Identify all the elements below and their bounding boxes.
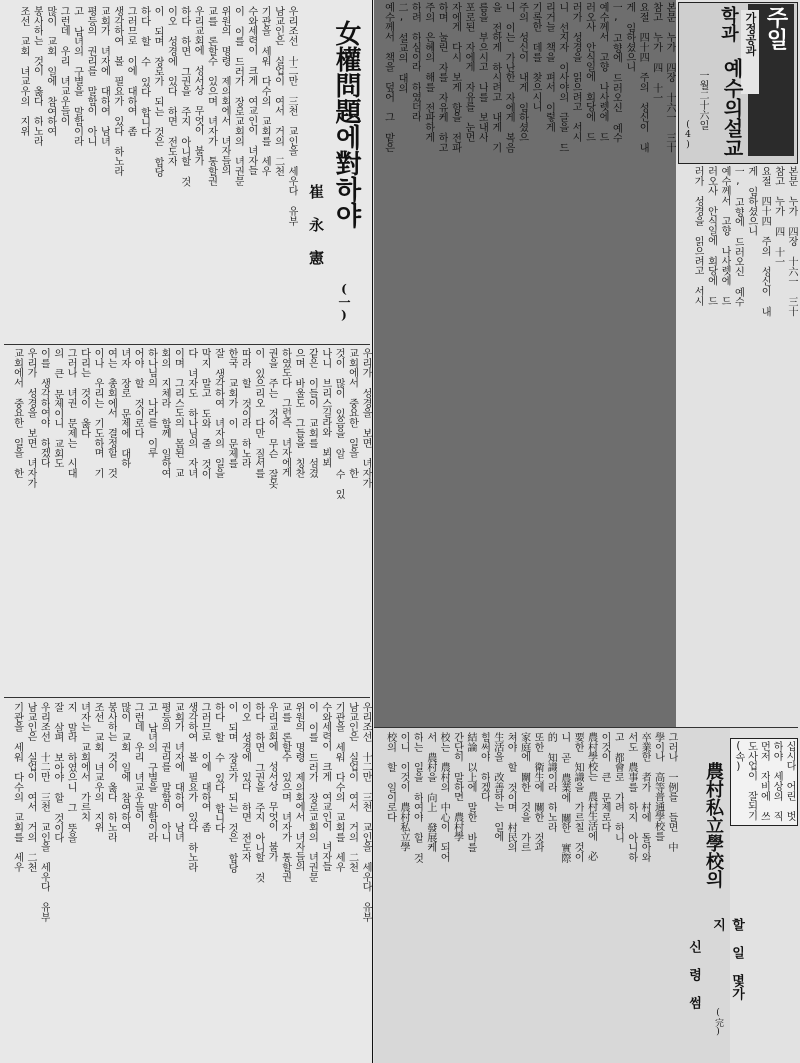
rural-school-column: 的 知識이라 하노라 [545,732,557,832]
lesson-body-column: 예수께서 책을 덮어 그 맡은 [382,2,394,153]
rural-school-column: 힘써야 하겠다 [478,732,490,802]
rural-school-column: 니 곧 農業에 關한 實際 [558,732,570,863]
lesson-body-column: 요절 四十四 주의 성신이 내 [637,2,649,153]
womens-rights-lower-column: 위원의 명령 제의회에서 녀자들의 [293,702,304,872]
lesson-body-column: 게 임하셨으니 [623,2,635,72]
lesson-body-column: 참고 누가 四 十一 [650,2,662,103]
womens-rights-middle-column: 따라 할 것이라 하노라 [239,348,251,469]
lesson-body-right-column: 예수께서 고향 나사렛에 드 [719,166,730,306]
womens-rights-middle-column: 녀자 장로 문제에 대하 [118,348,130,469]
womens-rights-headline: 女權問題에對하야 [331,20,361,228]
womens-rights-middle-column: 같은 이들이 교회를 섬겼 [306,348,318,478]
womens-rights-middle-column: 하였도다 그런즉 녀자에게 [279,348,291,478]
lesson-body-column: 하려 하심이라 하였더라 [409,2,421,122]
womens-rights-upper-column: 수와세력이 크게 여교인이 녀자들 [245,6,257,176]
womens-rights-upper-column: 그러므로 이에 대하여 좀 [125,6,137,136]
womens-rights-byline: 崔 永 憲 [307,184,325,265]
lesson-body-right-column: 본문 누가 四장 十六一 三十 [786,166,797,317]
womens-rights-middle-column: 으며 바울도 그들을 칭찬 [293,348,304,478]
womens-rights-lower-column: 이오 성경에 있다 하면 전도자 [239,702,251,863]
womens-rights-middle-column: 그러나 녀권 문제는 시대 [65,348,77,478]
rural-school-column: 家庭에 關한 것을 가르 [518,732,530,853]
rural-school-column: 結論 以上에 말한 바를 [465,732,476,853]
womens-rights-upper-column: 남교인은 실업이 여서 거의 二천 [272,6,284,176]
womens-rights-upper-column: 하다 하면 그권을 주지 아니할 것 [178,6,190,187]
womens-rights-upper-column: 조선 교회 녀교우의 지위 [18,6,29,136]
prayer-note-column: 먼저 자비에 쓰 [758,741,770,822]
womens-rights-upper-column: 우리교회에 성서상 무엇이 불가 [192,6,204,166]
lesson-body-column: 자에게 다시 보게 함을 전파 [449,2,461,153]
rural-school-column: 校의 할 일이로다 [384,732,396,822]
rural-school-column: 간단히 말하면 農村學 [451,732,463,842]
womens-rights-middle-column: 막지 말고 도와 줄 것이 [199,348,211,479]
womens-rights-lower-column: 남교인은 실업이 여서 거의 二천 [346,702,358,872]
womens-rights-upper-column: 이 이를 드러가 장로교회의 녀권문 [232,6,244,186]
rural-school-column: 이니 이것이 農村私立學 [398,732,409,852]
womens-rights-lower-column: 이 되며 장로가 되는 것은 합당 [226,702,237,873]
rural-school-columns [374,732,678,1063]
lesson-body-column: 을 전하게 하시려고 내게 기 [489,2,501,153]
womens-rights-lower-column: 하다 하면 그권을 주지 아니할 것 [252,702,264,883]
womens-rights-lower-column: 고 남녀의 구별을 말함이라 [145,702,157,842]
womens-rights-middle-column: 나니 브리스길라와 뵈뵈 [319,348,331,468]
lesson-body-right-column: 게 임하셨으니 [745,166,757,236]
womens-rights-lower-column: 기관을 세워 다수의 교회를 세우 [333,702,345,872]
womens-rights-middle-column: 여는 총회에서 결정할 것 [105,348,117,478]
rural-school-column: 고 都會로 가려 하니 [612,732,624,843]
womens-rights-middle-column: 교회에서 중요한 일을 한 [346,348,358,478]
rural-school-column: 쳐야 할 것이며 村民의 [505,732,517,853]
womens-rights-middle-column: 의 큰 문제이니 교회도 [51,348,63,469]
rural-school-column: 그러나 一例를 들면 中 [666,732,677,853]
womens-rights-middle-column: 우리가 성경을 보면 녀자가 [25,348,36,488]
womens-rights-lower-columns [6,700,372,1060]
prayer-note-lines [732,741,796,823]
womens-rights-lower-column: 우리조선 十二만 三천 교인을 세우다 유부 [38,702,50,922]
left-divider-1 [4,344,370,345]
rural-school-column: 하는 일을 하여야 할 것 [411,732,423,863]
womens-rights-upper-column: 이오 성경에 있다 하면 전도자 [165,6,177,167]
womens-rights-upper-column: 기관을 세워 다수의 교회를 세우 [259,6,271,176]
rural-school-headline: 農村私立學校의 [703,762,724,888]
lesson-body-column: 二, 설교의 대의 [396,2,407,93]
lesson-tag-bottom: 학과 [718,6,739,42]
prayer-note-column: 하야 세상의 직 [771,741,783,822]
lesson-date: 一월二十六일 [697,70,708,130]
lesson-number: (4) [683,120,693,150]
womens-rights-lower-column: 많이 교회 일에 참여하여 [118,702,130,832]
womens-rights-middle-column: 이며 그리스도의 몸된 교 [172,348,184,478]
womens-rights-lower-column: 녀자는 교회에서 가르치 [78,702,90,822]
womens-rights-lower-column: 봉사하는 것이 옳다 하노라 [105,702,117,842]
lesson-body-right-column: 요절 四十四 주의 성신이 내 [759,166,771,317]
prayer-note-column: 도사업이 잘되기 [745,741,757,821]
rural-school-part: (完) [713,1008,723,1037]
womens-rights-upper-column: 우리조선 十二만 三천 교인을 세우다 유부 [286,6,297,226]
womens-rights-upper-column: 위원의 명령 제의회에서 녀자들의 [219,6,230,176]
womens-rights-middle-column: 다리는 것이 옳다 [78,348,90,438]
rural-school-column: 서 農村을 向上 發展케 [424,732,436,853]
womens-rights-middle-column: 하나님의 나라를 이루 [145,348,157,458]
womens-rights-upper-column: 봉사하는 것이 옳다 하노라 [31,6,43,146]
womens-rights-lower-column: 교회가 녀자에 대하여 남녀 [172,702,184,842]
rural-school-column: 學이나 高等普通學校를 [652,732,664,841]
lesson-body-column: 러가 성경을 읽으려고 서시 [570,2,582,142]
lesson-tag-sub: 가정공과 [741,10,759,94]
prayer-note-column: 십시다 어린 벗 [784,741,795,822]
lesson-body-column: 니 이는 가난한 자에게 복음 [503,2,515,153]
womens-rights-lower-column: 생각하여 볼 필요가 있다 하노라 [185,702,197,872]
lesson-body-column: 본문 누가 四장 十六一 三十 [664,2,675,153]
rural-school-column: 校는 農村의 中心이 되어 [438,732,450,862]
rural-school-subheadline: 할 일 몇가지 [710,918,744,1000]
left-divider-2 [4,697,370,698]
womens-rights-upper-column: 이 되며 장로가 되는 것은 합당 [152,6,163,177]
womens-rights-upper-column: 하다 할 수 있다 합니다 [138,6,150,137]
womens-rights-lower-column: 잘 살펴 보아야 할 것이다 [51,702,63,843]
lesson-body-column: 러오사 안식일에 회당에 드 [583,2,595,142]
womens-rights-lower-column: 교를 론할수 있으며 녀자가 통할권 [279,702,291,882]
lesson-body-column: 름을 부으시고 나를 보내사 [476,2,488,142]
womens-rights-middle-column: 한국 교회가 이 문제를 [226,348,237,469]
womens-rights-lower-column: 하다 할 수 있다 합니다 [212,702,224,833]
lesson-body-column: 一, 고향에 드러오신 예수 [610,2,622,143]
lesson-body-column: 주의 은혜의 해를 전파하게 [422,2,434,142]
womens-rights-lower-column: 우리조선 十二만 三천 교인을 세우다 유부 [360,702,371,922]
womens-rights-upper-column: 교회가 녀자에 대하여 남녀 [98,6,110,146]
womens-rights-middle-column: 권을 주는 것이 무슨 잘못 [266,348,278,489]
womens-rights-lower-column: 우리교회에 성서상 무엇이 불가 [266,702,278,862]
womens-rights-middle-column: 회의 지체라 함께 일하여 [159,348,170,478]
rural-school-column: 또한 衛生에 關한 것과 [532,732,543,853]
lesson-headline: 예수의설교 [720,58,744,158]
lesson-body-columns-right [678,166,798,726]
womens-rights-upper-column: 그런데 우리 녀교우들이 [58,6,70,126]
lesson-tag-top: 주일 [763,6,788,50]
womens-rights-middle-column: 우리가 성경을 보면 녀자가 [360,348,371,488]
rural-school-byline: 신 령 썸 [686,940,701,1009]
lesson-body-column: 주의 성신이 내게 임하셨으 [516,2,528,142]
womens-rights-lower-column: 그러므로 이에 대하여 좀 [199,702,211,832]
womens-rights-lower-column: 기관을 세워 다수의 교회를 세우 [11,702,23,872]
rural-school-column: 卒業한 者가 村에 돌아와 [639,732,651,862]
womens-rights-middle-column: 어야 할 것이로다 [132,348,144,438]
womens-rights-lower-column: 그런데 우리 녀교우들이 [132,702,144,822]
lesson-body-column: 리거늘 책을 펴서 이렇게 [543,2,555,132]
womens-rights-lower-column: 이 이를 드러가 장로교회의 녀권문 [306,702,318,882]
right-divider [374,727,798,728]
womens-rights-lower-column: 조선 교회 녀교우의 지위 [92,702,103,832]
womens-rights-upper-column: 많이 교회 일에 참여하여 [44,6,56,136]
lesson-body-right-column: 러가 성경을 읽으려고 서시 [692,166,704,306]
rural-school-column: 農村學校는 農村生活에 必 [585,732,597,862]
lesson-body-right-column: 참고 누가 四 十一 [772,166,784,267]
womens-rights-part: (一) [337,282,351,322]
womens-rights-upper-column: 고 남녀의 구별을 말함이라 [71,6,83,146]
lesson-body-right-column: 러오사 안식일에 회당에 드 [705,166,717,306]
womens-rights-upper-column: 교를 론할수 있으며 녀자가 통할권 [205,6,217,186]
womens-rights-middle-column: 다 녀자도 하나님의 자녀 [185,348,197,478]
lesson-body-column: 기록한 데를 찾으시니 [530,2,541,112]
page-center-rule [372,0,373,1063]
womens-rights-middle-column: 잘 생각하여 녀자의 일을 [212,348,224,478]
womens-rights-lower-column: 수와세력이 크게 여교인이 녀자들 [319,702,331,872]
womens-rights-lower-column: 남교인은 실업이 여서 거의 二천 [25,702,36,872]
womens-rights-middle-column: 이나 우리는 기도하며 기 [92,348,103,478]
lesson-body-column: 니 선지자 이사야의 글을 드 [556,2,568,153]
womens-rights-middle-column: 이를 생각하여야 하겠다 [38,348,50,468]
womens-rights-lower-column: 지 말라 하였으니 그 뜻을 [65,702,77,843]
womens-rights-middle-column: 교회에서 중요한 일을 한 [11,348,23,478]
rural-school-column: 生活을 改善하는 일에 [491,732,503,842]
lesson-body-column: 포로된 자에게 자유를 눈먼 [463,2,474,142]
rural-school-column: 이것이 큰 문제로다 [599,732,610,832]
womens-rights-middle-column: 이 있으리오 다만 질서를 [252,348,264,478]
lesson-body-right-column: 一, 고향에 드러오신 예수 [732,166,744,307]
prayer-note-column: (속) [732,741,744,773]
womens-rights-middle-columns [6,346,372,696]
womens-rights-middle-column: 것이 많이 있음을 알 수 있 [333,348,345,500]
womens-rights-lower-column: 평등의 권리를 말함이 아니 [159,702,170,842]
womens-rights-upper-column: 생각하여 볼 필요가 있다 하노라 [111,6,123,176]
womens-rights-upper-column: 평등의 권리를 말함이 아니 [85,6,96,146]
womens-rights-upper-columns [6,6,298,344]
rural-school-column: 서도 農事를 하지 아니하 [625,732,637,862]
rural-school-column: 要한 知識을 가르칠 것이 [572,732,584,862]
lesson-body-column: 하며 눌린 자를 자유케 하고 [436,2,448,153]
lesson-body-column: 예수께서 고향 나사렛에 드 [597,2,608,142]
